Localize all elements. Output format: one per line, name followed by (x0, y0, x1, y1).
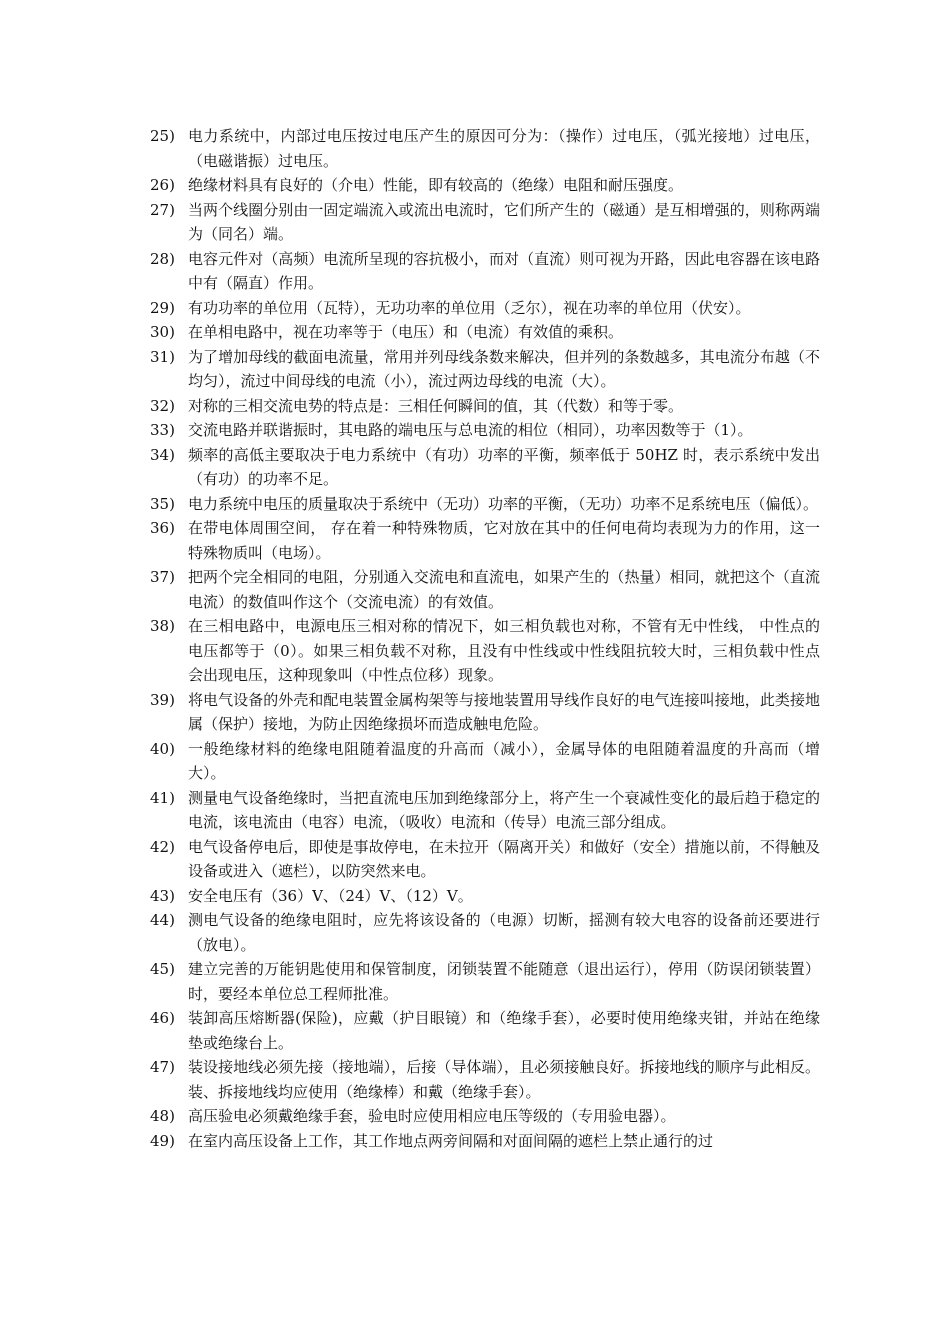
item-number: 42) (150, 837, 175, 856)
item-number: 31) (150, 347, 175, 366)
list-item (150, 737, 820, 786)
item-number: 37) (150, 568, 175, 586)
list-item (150, 835, 820, 884)
item-number: 48) (150, 1107, 175, 1125)
list-item (150, 957, 820, 1006)
item-text: 一般绝缘材料的绝缘电阻随着温度的升高而（减小），金属导体的电阻随着温度的升高而（增大）。 (188, 739, 820, 782)
item-number: 40) (150, 739, 175, 758)
item-text: 为了增加母线的截面电流量，常用并列母线条数来解决，但并列的条数越多，其电流分布越（不均匀），流过中间母线的电流（小），流过两边母线的电流（大）。 (188, 347, 820, 390)
item-text: 有功功率的单位用（瓦特），无功功率的单位用（乏尔），视在功率的单位用（伏安）。 (188, 298, 751, 317)
item-number: 33) (150, 421, 175, 439)
list-item (150, 1055, 820, 1104)
item-number: 29) (150, 298, 175, 317)
item-number: 43) (150, 886, 175, 905)
item-text: 在三相电路中，电源电压三相对称的情况下，如三相负载也对称，不管有无中性线， 中性点的电压都等于（0）。如果三相负载不对称，且没有中性线或中性线阻抗较大时，三相负载中性点会出现电压，这种现象叫（中性点位移）现象。 (188, 617, 820, 684)
list-item (150, 492, 820, 517)
item-number: 49) (150, 1131, 175, 1150)
list-item (150, 1104, 820, 1129)
list-item (150, 1006, 820, 1055)
item-number: 28) (150, 249, 175, 268)
list-item (150, 443, 820, 492)
item-number: 39) (150, 690, 175, 709)
item-text: 在单相电路中，视在功率等于（电压）和（电流）有效值的乘积。 (188, 323, 624, 341)
item-number: 30) (150, 323, 175, 341)
item-number: 47) (150, 1058, 175, 1076)
list-item (150, 394, 820, 419)
list-item (150, 418, 820, 443)
list-item (150, 198, 820, 247)
list-item (150, 296, 820, 321)
list-item (150, 247, 820, 296)
item-number: 45) (150, 960, 175, 978)
item-text: 将电气设备的外壳和配电装置金属构架等与接地装置用导线作良好的电气连接叫接地，此类接地属（保护）接地，为防止因绝缘损坏而造成触电危险。 (188, 690, 820, 733)
list-item (150, 345, 820, 394)
item-number: 44) (150, 911, 175, 929)
item-text: 在室内高压设备上工作，其工作地点两旁间隔和对面间隔的遮栏上禁止通行的过 (188, 1131, 714, 1150)
list-item (150, 320, 820, 345)
item-number: 27) (150, 200, 175, 219)
item-text: 对称的三相交流电势的特点是：三相任何瞬间的值，其（代数）和等于零。 (188, 396, 684, 415)
item-number: 41) (150, 788, 175, 807)
item-number: 38) (150, 617, 175, 635)
list-item (150, 786, 820, 835)
item-text: 在带电体周围空间， 存在着一种特殊物质，它对放在其中的任何电荷均表现为力的作用，这一特殊物质叫（电场）。 (188, 519, 820, 562)
list-item (150, 516, 820, 565)
item-text: 电气设备停电后，即使是事故停电，在未拉开（隔离开关）和做好（安全）措施以前，不得触及设备或进入（遮栏），以防突然来电。 (188, 837, 820, 880)
item-text: 装设接地线必须先接（接地端），后接（导体端），且必须接触良好。拆接地线的顺序与此相反。装、拆接地线均应使用（绝缘棒）和戴（绝缘手套）。 (188, 1058, 820, 1101)
list-item (150, 688, 820, 737)
item-text: 当两个线圈分别由一固定端流入或流出电流时，它们所产生的（磁通）是互相增强的，则称两端为（同名）端。 (188, 200, 820, 243)
list-item (150, 908, 820, 957)
item-number: 36) (150, 519, 175, 537)
item-text: 电力系统中，内部过电压按过电压产生的原因可分为：（操作）过电压，（弧光接地）过电压，（电磁谐振）过电压。 (188, 127, 820, 170)
list-item (150, 884, 820, 909)
item-text: 频率的高低主要取决于电力系统中（有功）功率的平衡，频率低于 50HZ 时，表示系统中发出（有功）的功率不足。 (188, 445, 820, 488)
item-text: 测量电气设备绝缘时，当把直流电压加到绝缘部分上，将产生一个衰减性变化的最后趋于稳定的电流，该电流由（电容）电流，（吸收）电流和（传导）电流三部分组成。 (188, 788, 820, 831)
item-text: 高压验电必须戴绝缘手套，验电时应使用相应电压等级的（专用验电器）。 (188, 1107, 676, 1125)
list-item (150, 1129, 820, 1154)
numbered-list (150, 124, 820, 1153)
list-item (150, 173, 820, 198)
item-text: 装卸高压熔断器(保险)，应戴（护目眼镜）和（绝缘手套），必要时使用绝缘夹钳，并站在绝缘垫或绝缘台上。 (188, 1009, 820, 1052)
item-number: 26) (150, 176, 175, 194)
item-number: 34) (150, 445, 175, 464)
item-text: 交流电路并联谐振时，其电路的端电压与总电流的相位（相同），功率因数等于（1）。 (188, 421, 753, 439)
item-text: 电容元件对（高频）电流所呈现的容抗极小，而对（直流）则可视为开路，因此电容器在该电路中有（隔直）作用。 (188, 249, 820, 292)
list-item (150, 124, 820, 173)
item-number: 25) (150, 127, 175, 145)
item-number: 46) (150, 1009, 175, 1027)
list-item (150, 614, 820, 688)
item-text: 把两个完全相同的电阻，分别通入交流电和直流电，如果产生的（热量）相同，就把这个（直流电流）的数值叫作这个（交流电流）的有效值。 (188, 568, 820, 611)
item-number: 32) (150, 396, 175, 415)
list-item (150, 565, 820, 614)
item-number: 35) (150, 494, 175, 513)
item-text: 绝缘材料具有良好的（介电）性能，即有较高的（绝缘）电阻和耐压强度。 (188, 176, 684, 194)
item-text: 测电气设备的绝缘电阻时，应先将该设备的（电源）切断，摇测有较大电容的设备前还要进行（放电）。 (188, 911, 820, 954)
item-text: 建立完善的万能钥匙使用和保管制度，闭锁装置不能随意（退出运行），停用（防误闭锁装置）时，要经本单位总工程师批准。 (188, 960, 820, 1003)
item-text: 电力系统中电压的质量取决于系统中（无功）功率的平衡，（无功）功率不足系统电压（偏低）。 (188, 494, 819, 513)
item-text: 安全电压有（36）V、（24）V、（12）V。 (188, 886, 473, 905)
